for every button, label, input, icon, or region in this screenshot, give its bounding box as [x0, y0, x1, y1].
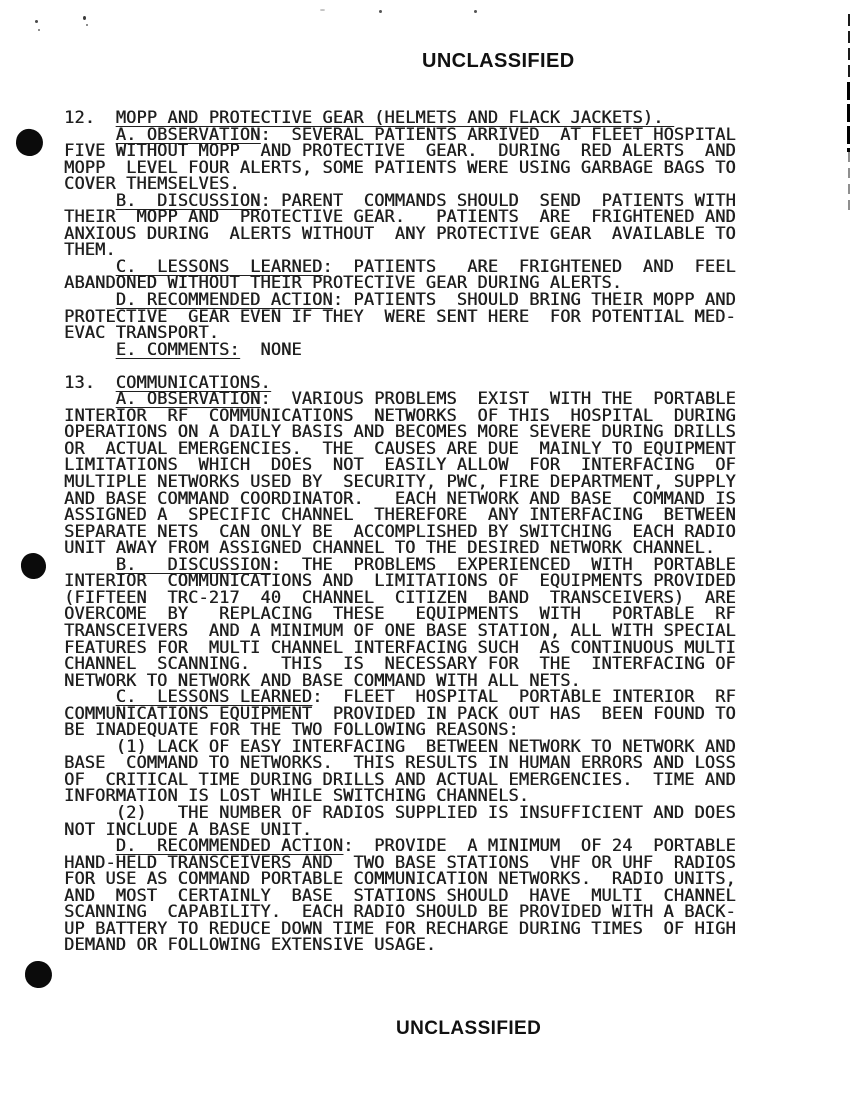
scan-speck [379, 10, 382, 13]
underlined-heading-text: C. LESSONS LEARNED [115, 687, 313, 708]
text-run: 12. [64, 108, 116, 128]
underlined-heading-text: C. LESSONS LEARNED [115, 256, 323, 277]
underlined-heading-text: COMMUNICATIONS. [115, 372, 271, 393]
text-run: (1) LACK OF EASY INTERFACING BETWEEN NETWORK TO NETWORK AND [64, 736, 736, 757]
text-run: OF CRITICAL TIME DURING DRILLS AND ACTUAL EMERGENCIES. TIME AND [64, 769, 736, 790]
text-run: INTERIOR RF COMMUNICATIONS NETWORKS OF THIS HOSPITAL DURING [64, 405, 736, 426]
text-run: NONE [239, 339, 302, 360]
text-run: HAND-HELD TRANSCEIVERS AND TWO BASE STATIONS VHF OR UHF RADIOS [64, 852, 736, 873]
text-run: SCANNING CAPABILITY. EACH RADIO SHOULD BE PROVIDED WITH A BACK- [64, 902, 736, 923]
text-run: : VARIOUS PROBLEMS EXIST WITH THE PORTABLE [260, 389, 736, 410]
text-run: LIMITATIONS WHICH DOES NOT EASILY ALLOW FOR INTERFACING OF [64, 455, 736, 476]
underlined-heading-text: E. COMMENTS: [115, 339, 240, 360]
text-run: OR ACTUAL EMERGENCIES. THE CAUSES ARE DUE MAINLY TO EQUIPMENT [64, 438, 736, 459]
text-run: COMMUNICATIONS EQUIPMENT PROVIDED IN PACK OUT HAS BEEN FOUND TO [64, 703, 736, 724]
hole-punch-mark [20, 552, 48, 580]
text-run: COVER THEMSELVES. [64, 174, 240, 195]
text-run: BE INADEQUATE FOR THE TWO FOLLOWING REASONS: [64, 720, 519, 741]
text-run: INFORMATION IS LOST WHILE SWITCHING CHANNELS. [64, 786, 530, 807]
scan-speck [320, 9, 325, 11]
text-run: ANXIOUS DURING ALERTS WITHOUT ANY PROTECTIVE GEAR AVAILABLE TO [64, 223, 736, 244]
text-run: PROTECTIVE GEAR EVEN IF THEY WERE SENT HERE FOR POTENTIAL MED- [64, 306, 736, 327]
text-run: BASE COMMAND TO NETWORKS. THIS RESULTS IN HUMAN ERRORS AND LOSS [64, 753, 736, 774]
text-run: EVAC TRANSPORT. [64, 323, 220, 344]
underlined-heading-text: D. RECOMMENDED ACTION [115, 290, 333, 311]
text-run: FIVE WITHOUT MOPP AND PROTECTIVE GEAR. DURING RED ALERTS AND [64, 141, 736, 162]
scan-speck [35, 20, 38, 23]
text-run: AND BASE COMMAND COORDINATOR. EACH NETWORK AND BASE COMMAND IS [64, 488, 736, 509]
text-run: TRANSCEIVERS AND A MINIMUM OF ONE BASE STATION, ALL WITH SPECIAL [64, 620, 736, 641]
text-run: OVERCOME BY REPLACING THESE EQUIPMENTS WITH PORTABLE RF [64, 604, 736, 625]
hole-punch-mark [24, 960, 53, 989]
text-run: : PROVIDE A MINIMUM OF 24 PORTABLE [343, 836, 736, 857]
text-run [64, 340, 116, 360]
text-run: MOPP LEVEL FOUR ALERTS, SOME PATIENTS WERE USING GARBAGE BAGS TO [64, 157, 736, 178]
text-run: UNIT AWAY FROM ASSIGNED CHANNEL TO THE DESIRED NETWORK CHANNEL. [64, 538, 716, 559]
text-run: : PARENT COMMANDS SHOULD SEND PATIENTS WITH [260, 190, 736, 211]
text-run: ABANDONED WITHOUT THEIR PROTECTIVE GEAR DURING ALERTS. [64, 273, 623, 294]
text-run: FEATURES FOR MULTI CHANNEL INTERFACING SUCH AS CONTINUOUS MULTI [64, 637, 736, 658]
text-run: (2) THE NUMBER OF RADIOS SUPPLIED IS INSUFFICIENT AND DOES [64, 802, 736, 823]
underlined-heading-text: B. DISCUSSION [115, 554, 271, 575]
text-run: : THE PROBLEMS EXPERIENCED WITH PORTABLE [270, 554, 736, 575]
text-run: ASSIGNED A SPECIFIC CHANNEL THEREFORE ANY INTERFACING BETWEEN [64, 505, 736, 526]
classification-banner-top: UNCLASSIFIED [422, 50, 575, 72]
text-run: MULTIPLE NETWORKS USED BY SECURITY, PWC, FIRE DEPARTMENT, SUPPLY [64, 472, 736, 493]
text-run: : PATIENTS SHOULD BRING THEIR MOPP AND [332, 290, 736, 311]
classification-banner-bottom: UNCLASSIFIED [396, 1018, 542, 1039]
text-run: THEIR MOPP AND PROTECTIVE GEAR. PATIENTS ARE FRIGHTENED AND [64, 207, 736, 228]
underlined-heading-text: B. DISCUSSION [115, 190, 261, 211]
text-run: : SEVERAL PATIENTS ARRIVED AT FLEET HOSPITAL [260, 124, 736, 145]
scan-speck [474, 10, 477, 13]
underlined-heading-text: A. OBSERVATION [115, 389, 261, 410]
document-section [64, 372, 754, 956]
underlined-heading-text: D. RECOMMENDED ACTION [115, 836, 344, 857]
text-run: FOR USE AS COMMAND PORTABLE COMMUNICATION NETWORKS. RADIO UNITS, [64, 869, 736, 890]
text-run: (FIFTEEN TRC-217 40 CHANNEL CITIZEN BAND TRANSCEIVERS) ARE [64, 587, 736, 608]
text-run: NOT INCLUDE A BASE UNIT. [64, 819, 313, 840]
text-run: AND MOST CERTAINLY BASE STATIONS SHOULD HAVE MULTI CHANNEL [64, 885, 736, 906]
text-run: : PATIENTS ARE FRIGHTENED AND FEEL [322, 256, 736, 277]
document-line [64, 339, 754, 360]
text-run: SEPARATE NETS CAN ONLY BE ACCOMPLISHED BY SWITCHING EACH RADIO [64, 521, 736, 542]
document-section [64, 110, 754, 358]
document-line [64, 223, 754, 244]
hole-punch-mark [14, 127, 44, 157]
document-body [64, 110, 754, 954]
scan-speck [83, 16, 86, 20]
text-run: CHANNEL SCANNING. THIS IS NECESSARY FOR THE INTERFACING OF [64, 654, 736, 675]
text-run: DEMAND OR FOLLOWING EXTENSIVE USAGE. [64, 935, 437, 956]
underlined-heading-text: A. OBSERVATION [115, 124, 261, 145]
text-run: UP BATTERY TO REDUCE DOWN TIME FOR RECHARGE DURING TIMES OF HIGH [64, 918, 736, 939]
text-run: INTERIOR COMMUNICATIONS AND LIMITATIONS OF EQUIPMENTS PROVIDED [64, 571, 736, 592]
text-run: OPERATIONS ON A DAILY BASIS AND BECOMES MORE SEVERE DURING DRILLS [64, 422, 736, 443]
text-run: THEM. [64, 240, 116, 261]
document-line [64, 937, 754, 954]
scan-speck [86, 24, 88, 26]
scan-speck [38, 29, 40, 31]
text-run: 13. [64, 372, 116, 393]
underlined-heading-text: MOPP AND PROTECTIVE GEAR (HELMETS AND FLACK JACKETS). [115, 108, 674, 128]
text-run: : FLEET HOSPITAL PORTABLE INTERIOR RF [312, 687, 736, 708]
text-run: NETWORK TO NETWORK AND BASE COMMAND WITH ALL NETS. [64, 670, 581, 691]
